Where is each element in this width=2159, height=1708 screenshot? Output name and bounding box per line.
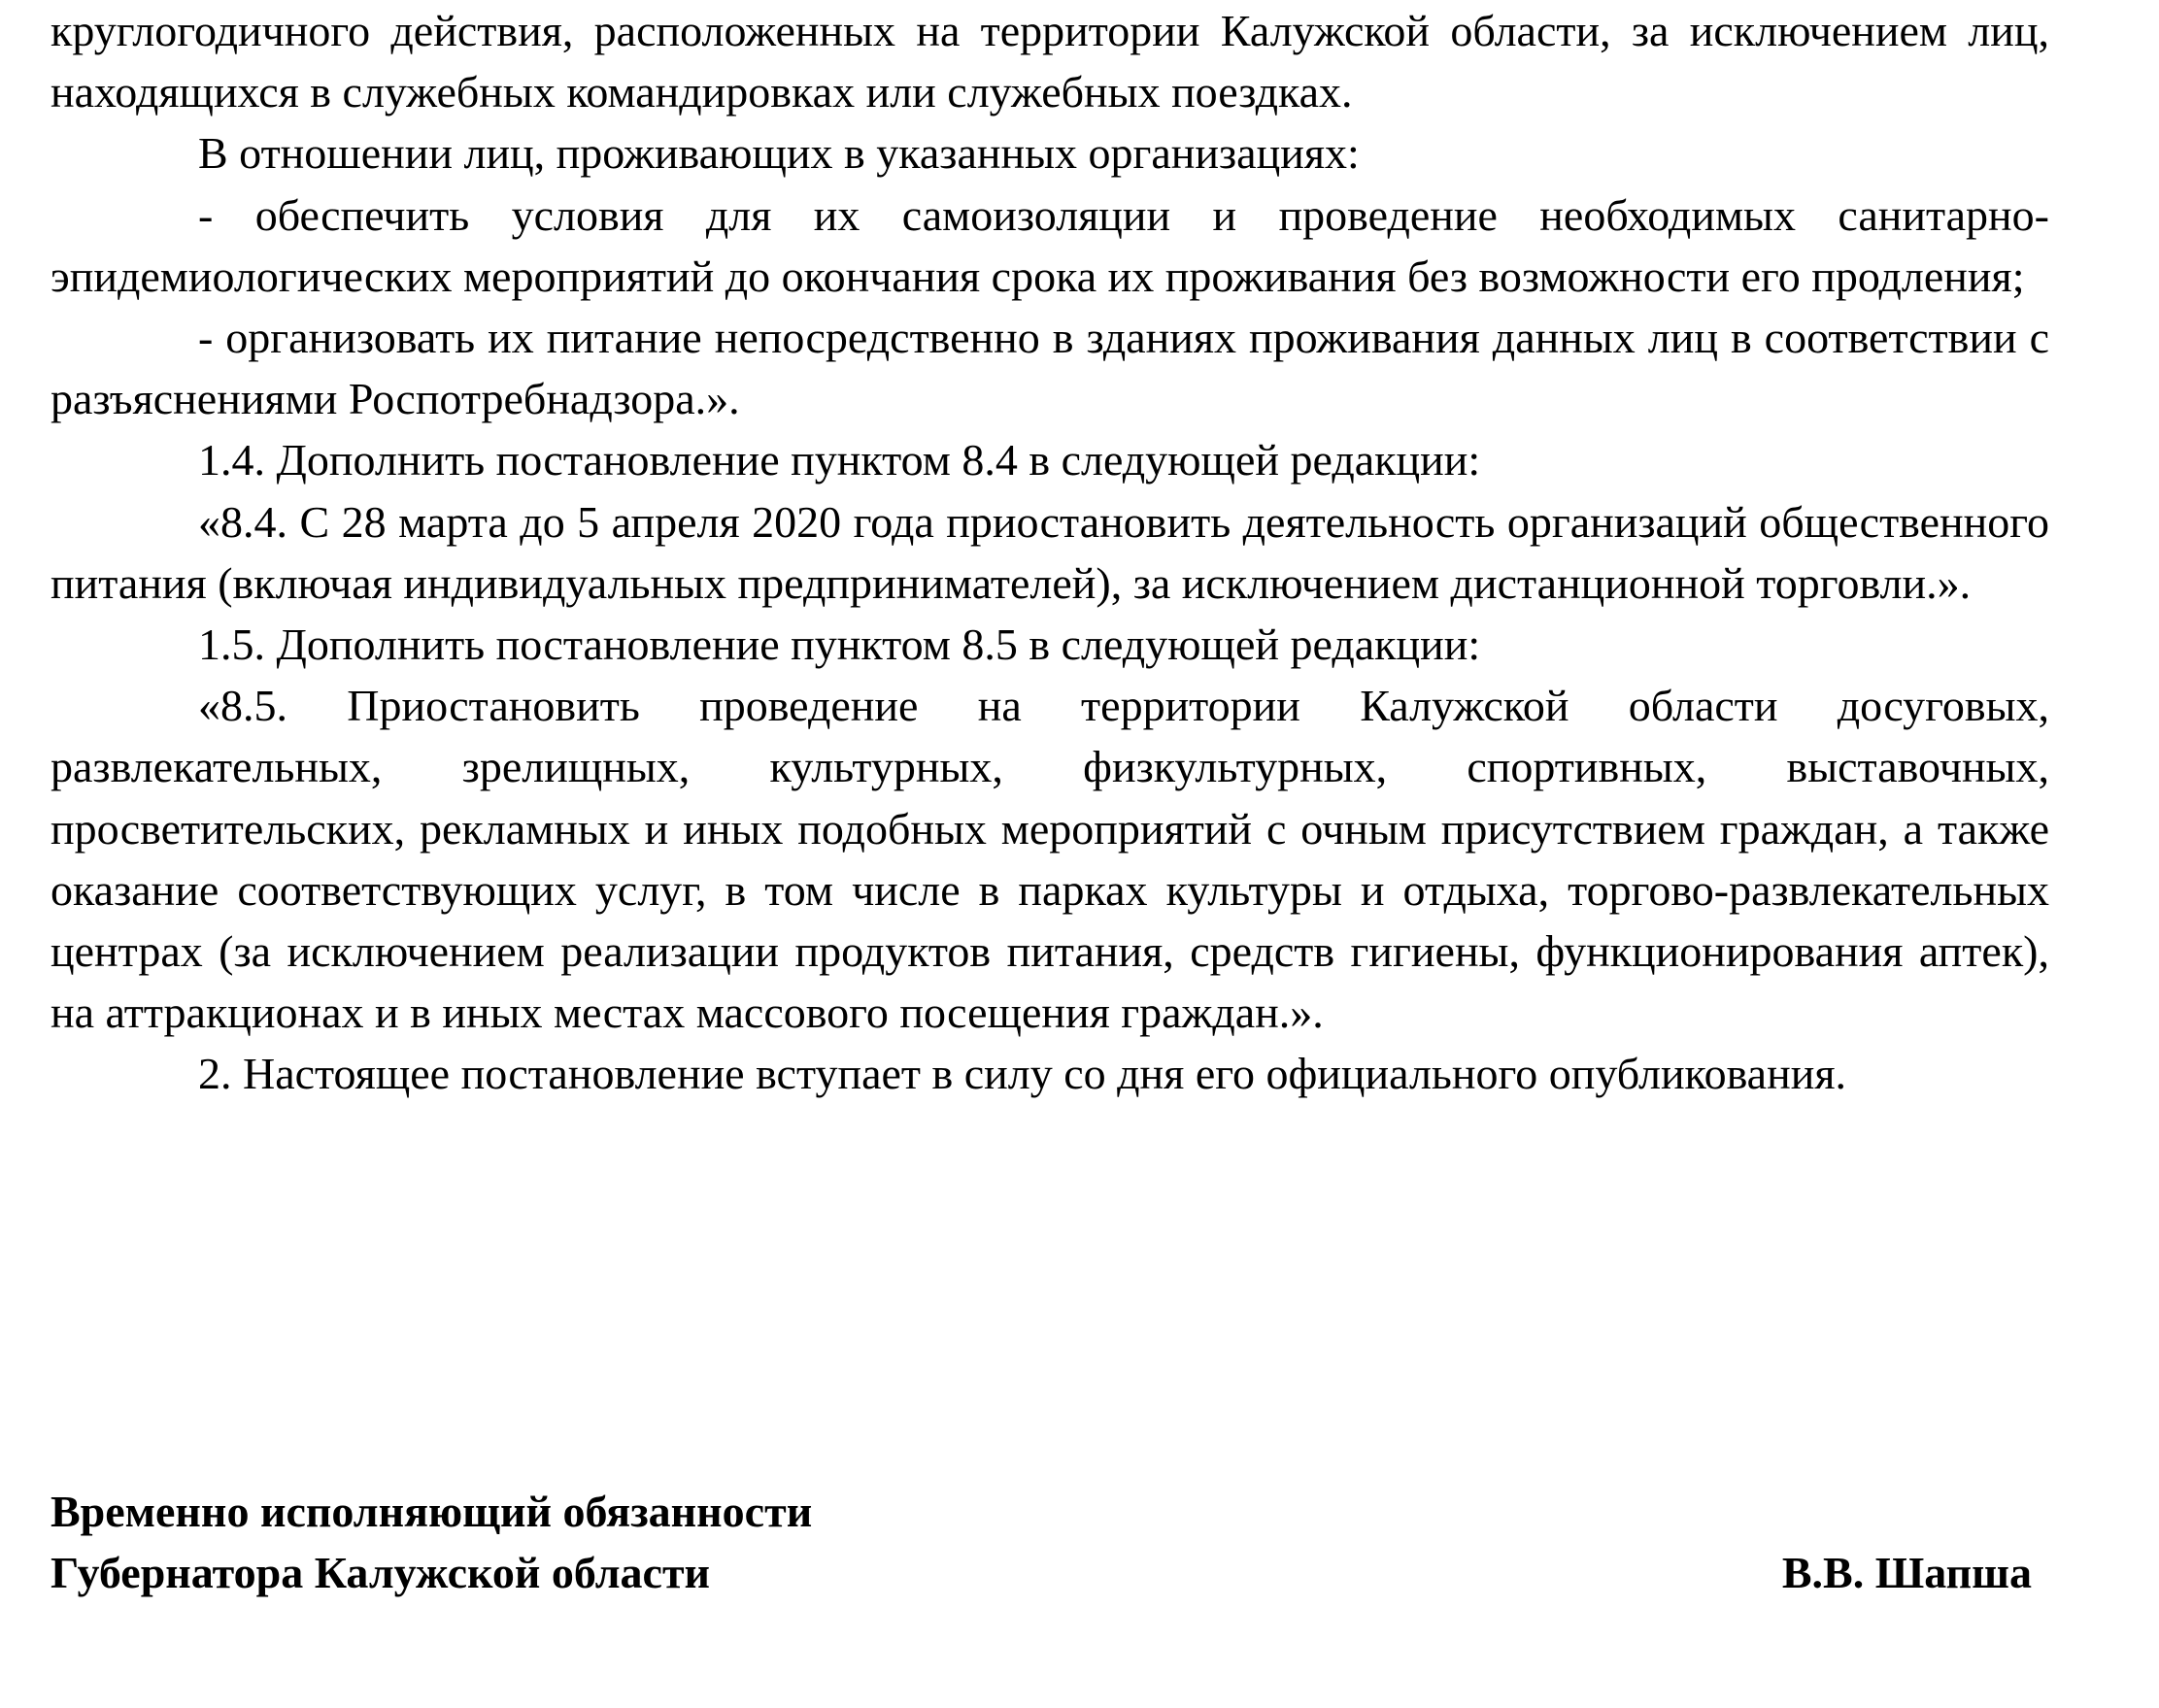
paragraph-item-2: 2. Настоящее постановление вступает в силу со дня его официального опубликования. [198,1049,1846,1099]
paragraph-self-isolation: - обеспечить условия для их самоизоляции и проведение необходимых санитарно-эпидемиологических мероприятий до окончания срока их проживания без возможности его продления; [51,189,2049,301]
signature-line-2 [51,1542,2032,1603]
signature-line-1 [51,1481,2032,1542]
paragraph-continuation: круглогодичного действия, расположенных на территории Калужской области, за исключением лиц, находящихся в служебных командировках или служебных поездках. [51,6,2049,117]
signature-position-line1: Временно исполняющий обязанности [51,1487,813,1536]
signature-block [51,1481,2032,1603]
paragraph-catering: - организовать их питание непосредственно в зданиях проживания данных лиц в соответствии с разъяснениями Роспотребнадзора.». [51,313,2049,424]
signature-position-line2: Губернатора Калужской области [51,1548,711,1597]
signatory-name: В.В. Шапша [1781,1548,2032,1597]
paragraph-item-1-5: 1.5. Дополнить постановление пунктом 8.5 в следующей редакции: [198,620,1481,670]
paragraph-item-8-4: «8.4. С 28 марта до 5 апреля 2020 года приостановить деятельность организаций общественного питания (включая индивидуальных предпринимателей), за исключением дистанционной торговли.». [51,496,2049,608]
paragraph-item-1-4: 1.4. Дополнить постановление пунктом 8.4 в следующей редакции: [198,435,1481,486]
paragraph-residents-intro: В отношении лиц, проживающих в указанных организациях: [198,128,1360,179]
document-body [51,0,2049,1105]
paragraph-item-8-5: «8.5. Приостановить проведение на территории Калужской области досуговых, развлекательных, зрелищных, культурных, физкультурных, спортивных, выставочных, просветительских, рекламных и иных подобных мероприятий с очным присутствием граждан, а также оказание соответствующих услуг, в том числе в парках культуры и отдыха, торгово-развлекательных центрах (за исключением реализации продуктов питания, средств гигиены, функционирования аптек), на аттракционах и в иных местах массового посещения граждан.». [51,681,2049,1038]
